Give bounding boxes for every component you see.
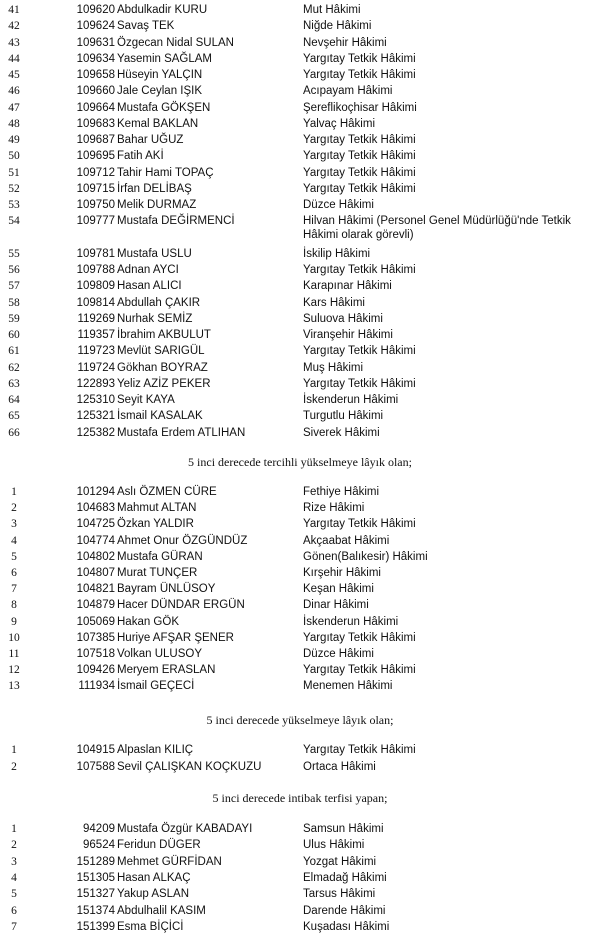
- list-item: [0, 3, 600, 19]
- list-item: [0, 166, 600, 182]
- list-item: [0, 344, 600, 360]
- row-number: 44: [8, 52, 20, 65]
- assignment-post: Ortaca Hâkimi: [303, 760, 376, 773]
- registry-number: 104807: [76, 567, 115, 579]
- registry-number: 109788: [76, 264, 115, 276]
- registry-number: 109426: [76, 664, 115, 677]
- judge-name: Yakup ASLAN: [117, 888, 190, 901]
- assignment-post: Keşan Hâkimi: [303, 583, 374, 596]
- row-number: 46: [8, 85, 20, 98]
- assignment-post: Kırşehir Hâkimi: [303, 567, 381, 579]
- list-item: [0, 598, 600, 614]
- row-number: 66: [8, 426, 20, 439]
- assignment-post: Yargıtay Tetkik Hâkimi: [303, 744, 416, 756]
- judge-name: Hasan ALICI: [117, 280, 182, 293]
- assignment-post: Dinar Hâkimi: [303, 599, 369, 612]
- assignment-post: Düzce Hâkimi: [303, 199, 374, 211]
- list-item: [0, 534, 600, 550]
- row-number: 7: [11, 920, 17, 933]
- registry-number: 119269: [77, 312, 115, 325]
- judge-name: Mustafa Erdem ATLIHAN: [117, 426, 246, 439]
- row-number: 1: [11, 823, 17, 835]
- list-item: [0, 198, 600, 214]
- row-number: 13: [8, 680, 20, 693]
- list-item: [0, 68, 600, 84]
- assignment-post: Yalvaç Hâkimi: [303, 117, 375, 130]
- row-number: 49: [8, 134, 20, 146]
- assignment-post: Karapınar Hâkimi: [303, 280, 392, 293]
- registry-number: 122893: [76, 377, 115, 390]
- judge-name: Mustafa DEĞİRMENCİ: [117, 215, 235, 228]
- registry-number: 109631: [76, 36, 115, 49]
- row-number: 2: [11, 502, 17, 515]
- assignment-post: Yargıtay Tetkik Hâkimi: [303, 664, 416, 677]
- list-item: [0, 647, 600, 663]
- row-number: 43: [8, 36, 20, 49]
- row-number: 48: [8, 117, 20, 130]
- registry-number: 101294: [76, 486, 115, 498]
- registry-number: 111934: [78, 680, 115, 693]
- assignment-post: Düzce Hâkimi: [303, 648, 374, 660]
- assignment-post: İskilip Hâkimi: [303, 247, 371, 260]
- row-number: 60: [8, 329, 20, 341]
- assignment-post: Darende Hâkimi: [303, 904, 386, 917]
- assignment-post: Tarsus Hâkimi: [303, 888, 376, 901]
- assignment-post: Samsun Hâkimi: [303, 823, 384, 835]
- registry-number: 119724: [77, 361, 115, 374]
- registry-number: 104683: [76, 502, 115, 515]
- row-number: 10: [8, 631, 20, 644]
- registry-number: 151305: [76, 871, 115, 884]
- list-item: [0, 149, 600, 165]
- list-item: [0, 409, 600, 425]
- list-item: [0, 871, 600, 887]
- list-item: [0, 182, 600, 198]
- list-item: [0, 855, 600, 871]
- registry-number: 109809: [76, 280, 115, 293]
- registry-number: 125310: [76, 394, 115, 406]
- list-item: [0, 550, 600, 566]
- registry-number: 107385: [76, 631, 115, 644]
- row-number: 47: [8, 101, 20, 114]
- assignment-post: Yargıtay Tetkik Hâkimi: [303, 150, 416, 163]
- row-number: 56: [8, 264, 20, 276]
- list-item: [0, 517, 600, 533]
- judge-name: Feridun DÜGER: [117, 839, 201, 852]
- assignment-post: Yargıtay Tetkik Hâkimi: [303, 264, 416, 276]
- registry-number: 125382: [76, 426, 115, 439]
- assignment-post: Yargıtay Tetkik Hâkimi: [303, 345, 416, 358]
- assignment-post: Menemen Hâkimi: [303, 680, 393, 693]
- row-number: 2: [11, 760, 17, 773]
- row-number: 62: [8, 361, 20, 374]
- judge-name: İsmail KASALAK: [117, 410, 203, 423]
- judge-name: Özgecan Nidal SULAN: [117, 36, 234, 49]
- assignment-post: Siverek Hâkimi: [303, 426, 380, 439]
- row-number: 3: [11, 855, 17, 868]
- assignment-post: Ulus Hâkimi: [303, 839, 365, 852]
- judge-name: Mustafa GÖKŞEN: [117, 101, 211, 114]
- list-item: [0, 84, 600, 100]
- row-number: 8: [11, 599, 17, 612]
- row-number: 5: [11, 550, 17, 563]
- registry-number: 109624: [76, 20, 115, 33]
- registry-number: 109683: [76, 117, 115, 130]
- registry-number: 151289: [76, 855, 115, 868]
- row-number: 63: [8, 377, 20, 390]
- judge-name: Yasemin SAĞLAM: [117, 52, 213, 65]
- row-number: 52: [8, 182, 20, 195]
- judge-name: Mustafa Özgür KABADAYI: [117, 823, 253, 835]
- list-item: [0, 101, 600, 117]
- assignment-post: Gönen(Balıkesir) Hâkimi: [303, 550, 428, 563]
- registry-number: 104821: [76, 583, 115, 596]
- row-number: 3: [11, 518, 17, 531]
- section-heading: 5 inci derecede yükselmeye lâyık olan;: [206, 713, 394, 727]
- row-number: 12: [8, 664, 20, 677]
- row-number: 61: [8, 345, 20, 358]
- registry-number: 104879: [76, 599, 115, 612]
- list-item: [0, 377, 600, 393]
- registry-number: 109658: [76, 69, 115, 81]
- row-number: 50: [8, 150, 20, 163]
- judge-name: Ahmet Onur ÖZGÜNDÜZ: [117, 534, 248, 547]
- assignment-post: Elmadağ Hâkimi: [303, 871, 387, 884]
- registry-number: 104915: [76, 744, 115, 756]
- judge-name: Hasan ALKAÇ: [117, 871, 191, 884]
- registry-number: 107518: [76, 648, 115, 660]
- judge-name: Volkan ULUSOY: [117, 648, 203, 660]
- assignment-post: Rize Hâkimi: [303, 502, 365, 515]
- assignment-post: Yargıtay Tetkik Hâkimi: [303, 166, 416, 179]
- list-item: [0, 214, 600, 246]
- judge-name: Bayram ÜNLÜSOY: [117, 583, 216, 596]
- judge-name: İbrahim AKBULUT: [117, 329, 211, 341]
- row-number: 58: [8, 296, 20, 309]
- registry-number: 109634: [76, 52, 115, 65]
- registry-number: 109687: [76, 134, 115, 146]
- assignment-post: Yargıtay Tetkik Hâkimi: [303, 134, 416, 146]
- assignment-post: Yargıtay Tetkik Hâkimi: [303, 631, 416, 644]
- assignment-post: Yargıtay Tetkik Hâkimi: [303, 377, 416, 390]
- judge-name: Mustafa GÜRAN: [117, 550, 203, 563]
- list-item: [0, 328, 600, 344]
- assignment-post: Şereflikoçhisar Hâkimi: [303, 101, 417, 114]
- list-item: [0, 19, 600, 35]
- list-item: [0, 582, 600, 598]
- assignment-post: Hilvan Hâkimi (Personel Genel Müdürlüğü'nde Tetkik Hâkimi olarak görevli): [303, 215, 571, 242]
- judge-name: İsmail GEÇECİ: [117, 680, 195, 693]
- list-item: [0, 263, 600, 279]
- assignment-post: Nevşehir Hâkimi: [303, 36, 387, 49]
- list-item: [0, 312, 600, 328]
- assignment-post: Yozgat Hâkimi: [303, 855, 377, 868]
- assignment-post: Niğde Hâkimi: [303, 20, 372, 33]
- list-item: [0, 393, 600, 409]
- list-item: [0, 117, 600, 133]
- row-number: 6: [11, 904, 17, 917]
- registry-number: 109750: [76, 199, 115, 211]
- registry-number: 109781: [76, 247, 115, 260]
- row-number: 7: [11, 583, 17, 596]
- judge-name: Mustafa USLU: [117, 247, 192, 260]
- judge-name: Jale Ceylan IŞIK: [117, 85, 203, 98]
- judge-name: Mehmet GÜRFİDAN: [117, 855, 222, 868]
- assignment-post: Yargıtay Tetkik Hâkimi: [303, 182, 416, 195]
- registry-number: 105069: [76, 615, 115, 628]
- judge-name: Hacer DÜNDAR ERGÜN: [117, 599, 245, 612]
- assignment-post: Mut Hâkimi: [303, 4, 361, 16]
- registry-number: 96524: [83, 839, 115, 852]
- row-number: 54: [8, 215, 20, 228]
- row-number: 45: [8, 69, 20, 81]
- judge-name: Murat TUNÇER: [117, 567, 198, 579]
- row-number: 57: [8, 280, 20, 293]
- registry-number: 109814: [76, 296, 115, 309]
- judge-name: Nurhak SEMİZ: [117, 312, 193, 325]
- assignment-post: Kars Hâkimi: [303, 296, 365, 309]
- row-number: 1: [11, 744, 17, 756]
- registry-number: 109664: [76, 101, 115, 114]
- judge-name: Melik DURMAZ: [117, 199, 197, 211]
- registry-number: 107588: [76, 760, 115, 773]
- assignment-post: Suluova Hâkimi: [303, 312, 383, 325]
- list-item: [0, 920, 600, 936]
- registry-number: 109695: [76, 150, 115, 163]
- registry-number: 104802: [76, 550, 115, 563]
- judge-name: Mevlüt SARIGÜL: [117, 345, 205, 358]
- list-item: [0, 426, 600, 442]
- assignment-post: Acıpayam Hâkimi: [303, 85, 393, 98]
- judge-name: Meryem ERASLAN: [117, 664, 216, 677]
- list-item: [0, 887, 600, 903]
- registry-number: 151399: [76, 920, 115, 933]
- list-item: [0, 36, 600, 52]
- list-item: [0, 566, 600, 582]
- judge-name: Aslı ÖZMEN CÜRE: [117, 486, 217, 498]
- judge-name: Fatih AKİ: [117, 150, 164, 163]
- judge-name: Tahir Hami TOPAÇ: [117, 166, 214, 179]
- row-number: 9: [11, 615, 17, 628]
- row-number: 41: [8, 4, 20, 16]
- registry-number: 104725: [76, 518, 115, 531]
- list-item: [0, 838, 600, 854]
- registry-number: 104774: [76, 534, 115, 547]
- section-heading: 5 inci derecede intibak terfisi yapan;: [212, 791, 388, 805]
- judge-name: Abdulhalil KASIM: [117, 904, 206, 917]
- assignment-post: Viranşehir Hâkimi: [303, 329, 393, 341]
- row-number: 4: [11, 871, 17, 884]
- row-number: 65: [8, 410, 20, 423]
- row-number: 11: [8, 648, 20, 660]
- assignment-post: İskenderun Hâkimi: [303, 394, 399, 406]
- registry-number: 109712: [76, 166, 115, 179]
- judge-name: İrfan DELİBAŞ: [117, 182, 192, 195]
- registry-number: 109777: [76, 215, 115, 228]
- assignment-post: Akçaabat Hâkimi: [303, 534, 390, 547]
- list-item: [0, 133, 600, 149]
- judge-name: Gökhan BOYRAZ: [117, 361, 208, 374]
- assignment-post: Fethiye Hâkimi: [303, 486, 380, 498]
- list-item: [0, 247, 600, 263]
- registry-number: 119723: [77, 345, 115, 358]
- judge-name: Sevil ÇALIŞKAN KOÇKUZU: [117, 760, 262, 773]
- judge-name: Abdulkadir KURU: [117, 4, 208, 16]
- assignment-post: Yargıtay Tetkik Hâkimi: [303, 69, 416, 81]
- row-number: 1: [11, 486, 17, 498]
- judge-name: Seyit KAYA: [117, 394, 175, 406]
- list-item: [0, 743, 600, 759]
- judge-name: Alpaslan KILIÇ: [117, 744, 194, 756]
- row-number: 51: [8, 166, 20, 179]
- list-item: [0, 822, 600, 838]
- assignment-post: Kuşadası Hâkimi: [303, 920, 390, 933]
- list-item: [0, 760, 600, 776]
- row-number: 64: [8, 394, 20, 406]
- registry-number: 109660: [76, 85, 115, 98]
- judge-name: Hakan GÖK: [117, 615, 179, 628]
- list-item: [0, 663, 600, 679]
- registry-number: 119357: [77, 329, 115, 341]
- judge-name: Yeliz AZİZ PEKER: [117, 377, 211, 390]
- registry-number: 125321: [76, 410, 115, 423]
- section-heading: 5 inci derecede tercihli yükselmeye lâyık olan;: [188, 455, 412, 469]
- judge-name: Kemal BAKLAN: [117, 117, 199, 130]
- list-item: [0, 485, 600, 501]
- row-number: 59: [8, 312, 20, 325]
- assignment-post: Turgutlu Hâkimi: [303, 410, 384, 423]
- judge-name: Mahmut ALTAN: [117, 502, 197, 515]
- registry-number: 109620: [76, 4, 115, 16]
- judge-name: Abdullah ÇAKIR: [117, 296, 201, 309]
- assignment-post: Yargıtay Tetkik Hâkimi: [303, 518, 416, 531]
- list-item: [0, 52, 600, 68]
- list-item: [0, 296, 600, 312]
- assignment-post: Muş Hâkimi: [303, 361, 364, 374]
- row-number: 6: [11, 567, 17, 579]
- registry-number: 109715: [76, 182, 115, 195]
- row-number: 53: [8, 199, 20, 211]
- judge-name: Adnan AYCI: [117, 264, 179, 276]
- list-item: [0, 361, 600, 377]
- registry-number: 151327: [76, 888, 115, 901]
- row-number: 42: [8, 20, 20, 33]
- judge-name: Esma BİÇİCİ: [117, 920, 184, 933]
- judge-name: Bahar UĞUZ: [117, 134, 184, 146]
- list-item: [0, 631, 600, 647]
- judge-name: Savaş TEK: [117, 20, 175, 33]
- list-item: [0, 501, 600, 517]
- list-item: [0, 615, 600, 631]
- list-item: [0, 679, 600, 695]
- registry-number: 151374: [76, 904, 115, 917]
- assignment-post: Yargıtay Tetkik Hâkimi: [303, 52, 416, 65]
- registry-number: 94209: [83, 823, 115, 835]
- judge-name: Özkan YALDIR: [117, 518, 194, 531]
- row-number: 2: [11, 839, 17, 852]
- judge-name: Huriye AFŞAR ŞENER: [117, 631, 234, 644]
- judge-name: Hüseyin YALÇIN: [117, 69, 203, 81]
- row-number: 55: [8, 247, 20, 260]
- list-item: [0, 279, 600, 295]
- assignment-post: İskenderun Hâkimi: [303, 615, 399, 628]
- list-item: [0, 904, 600, 920]
- row-number: 4: [11, 534, 17, 547]
- row-number: 5: [11, 888, 17, 901]
